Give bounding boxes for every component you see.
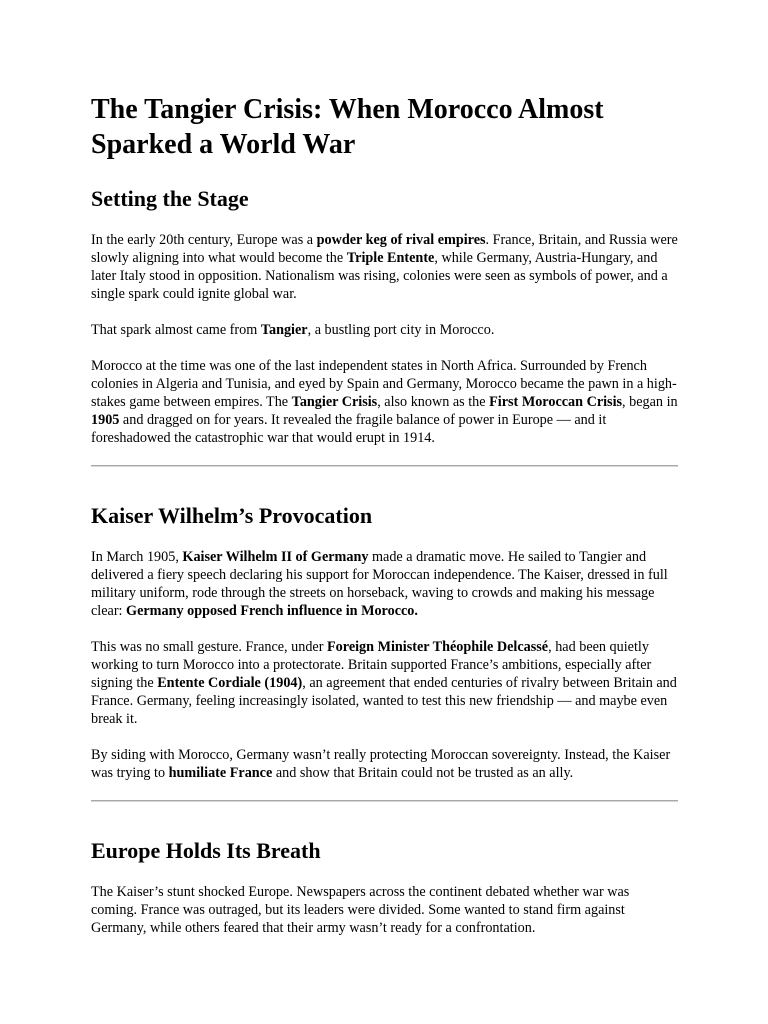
text-run: In March 1905, [91,549,183,565]
bold-text: Entente Cordiale (1904) [157,675,303,691]
text-run: made a dramatic move. He sailed to Tangier and delivered a fiery speech declaring his support for Moroccan independence. The Kaiser, dressed in full military uniform, rode through the streets on horseback, waving to crowds and making his message clear: [91,549,668,619]
paragraph [91,548,678,620]
bold-text: First Moroccan Crisis [489,394,623,410]
bold-text: Tangier Crisis [291,394,378,410]
text-run: . France, Britain, and Russia were slowly aligning into what would become the [91,232,678,266]
section-divider [91,465,678,467]
article-title: The Tangier Crisis: When Morocco Almost Sparked a World War [91,94,604,160]
paragraph [91,746,678,782]
paragraph [91,231,678,303]
text-run: , an agreement that ended centuries of rivalry between Britain and France. Germany, feeling increasingly isolated, wanted to test this new friendship — and maybe even break it. [91,675,677,727]
text-run: In the early 20th century, Europe was a [91,232,317,248]
paragraph [91,321,678,339]
section-heading-setting-the-stage: Setting the Stage [91,186,249,211]
text-run: , a bustling port city in Morocco. [307,322,495,338]
paragraph [91,883,678,937]
paragraph [91,357,678,447]
document-page [91,92,678,955]
section-heading-europe-holds-its-breath: Europe Holds Its Breath [91,838,321,863]
text-run: The Kaiser’s stunt shocked Europe. Newspapers across the continent debated whether war was coming. France was outraged, but its leaders were divided. Some wanted to stand firm against Germany, while others feared that their army wasn’t ready for a confrontation. [91,884,630,936]
text-run: That spark almost came from [91,322,261,338]
bold-text: Foreign Minister Théophile Delcassé [327,639,549,655]
bold-text: Kaiser Wilhelm II of Germany [182,549,369,565]
text-run: , had been quietly working to turn Morocco into a protectorate. Britain supported France’s ambitions, especially after signing the [91,639,652,691]
section-heading-kaiser-wilhelm: Kaiser Wilhelm’s Provocation [91,503,373,528]
bold-text: humiliate France [168,765,273,781]
bold-text: Tangier [260,322,308,338]
text-run: By siding with Morocco, Germany wasn’t really protecting Moroccan sovereignty. Instead, the Kaiser was trying to [91,747,671,781]
bold-text: 1905 [91,412,120,428]
text-run: , also known as the [377,394,490,410]
bold-text: Triple Entente [346,250,435,266]
text-run: , while Germany, Austria-Hungary, and later Italy stood in opposition. Nationalism was rising, colonies were seen as symbols of power, and a single spark could ignite global war. [91,250,668,302]
bold-text: Germany opposed French influence in Morocco. [126,603,418,619]
text-run: This was no small gesture. France, under [91,639,328,655]
section-divider [91,800,678,802]
paragraph [91,638,678,728]
text-run: Morocco at the time was one of the last independent states in North Africa. Surrounded by French colonies in Algeria and Tunisia, and eyed by Spain and Germany, Morocco became the pawn in a high-stakes game between empires. The [91,358,677,410]
text-run: , began in [622,394,678,410]
text-run: and show that Britain could not be trusted as an ally. [272,765,574,781]
text-run: and dragged on for years. It revealed the fragile balance of power in Europe — and it foreshadowed the catastrophic war that would erupt in 1914. [91,412,607,446]
bold-text: powder keg of rival empires [316,232,486,248]
